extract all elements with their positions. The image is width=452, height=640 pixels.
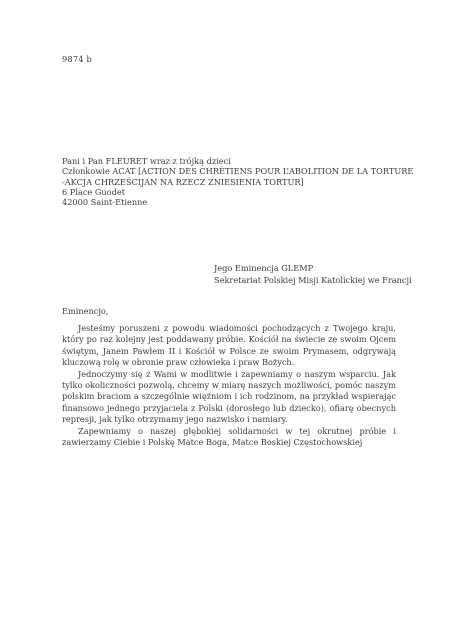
sender-line: 42000 Saint-Etienne — [62, 197, 148, 208]
recipient-line: Jego Eminencja GLEMP — [214, 263, 314, 273]
letter-body — [62, 323, 396, 448]
salutation: Eminencjo, — [62, 306, 109, 316]
body-paragraph: Zapewniamy o naszej głębokiej solidarności w tej okrutnej próbie i zawierzamy Ciebie i Polskę Matce Boga, Matce Boskiej Częstochowskiej — [62, 425, 396, 448]
sender-line: 6 Place Guodet — [62, 186, 125, 197]
sender-line: Członkowie ACAT [ACTION DES CHRÉTIENS POUR L’ABOLITION DE LA TORTURE — [62, 166, 414, 177]
sender-line: Pani i Pan FLEURET wraz z trójką dzieci — [62, 156, 231, 166]
reference-number: 9874 b — [62, 54, 92, 64]
sender-address-block — [62, 156, 442, 207]
recipient-line: Sekretariat Polskiej Misji Katolickiej we Francji — [214, 274, 412, 285]
sender-line: -AKCJA CHRZEŚCIJAN NA RZECZ ZNIESIENIA TORTUR] — [62, 176, 304, 187]
body-paragraph: Jednoczymy się z Wami w modlitwie i zapewniamy o naszym wsparciu. Jak tylko okoliczności pozwolą, chcemy w miarę naszych możliwości, pomóc naszym polskim braciom a szczególnie więźniom i ich rodzinom, na przykład wspierając finansowo jednego przyjaciela z Polski (dorosłego lub dziecko), ofiarę obecnych represji, jak tylko otrzymamy jego nazwisko i namiary. — [62, 368, 396, 425]
recipient-block — [214, 263, 412, 286]
body-paragraph: Jesteśmy poruszeni z powodu wiadomości pochodzących z Twojego kraju, który po raz kolejny jest poddawany próbie. Kościół na świecie ze swoim Ojcem świętym, Janem Pawłem II i Kościół w Polsce ze swoim Prymasem, odgrywają kluczową rolę w obronie praw człowieka i praw Bożych. — [62, 323, 396, 368]
